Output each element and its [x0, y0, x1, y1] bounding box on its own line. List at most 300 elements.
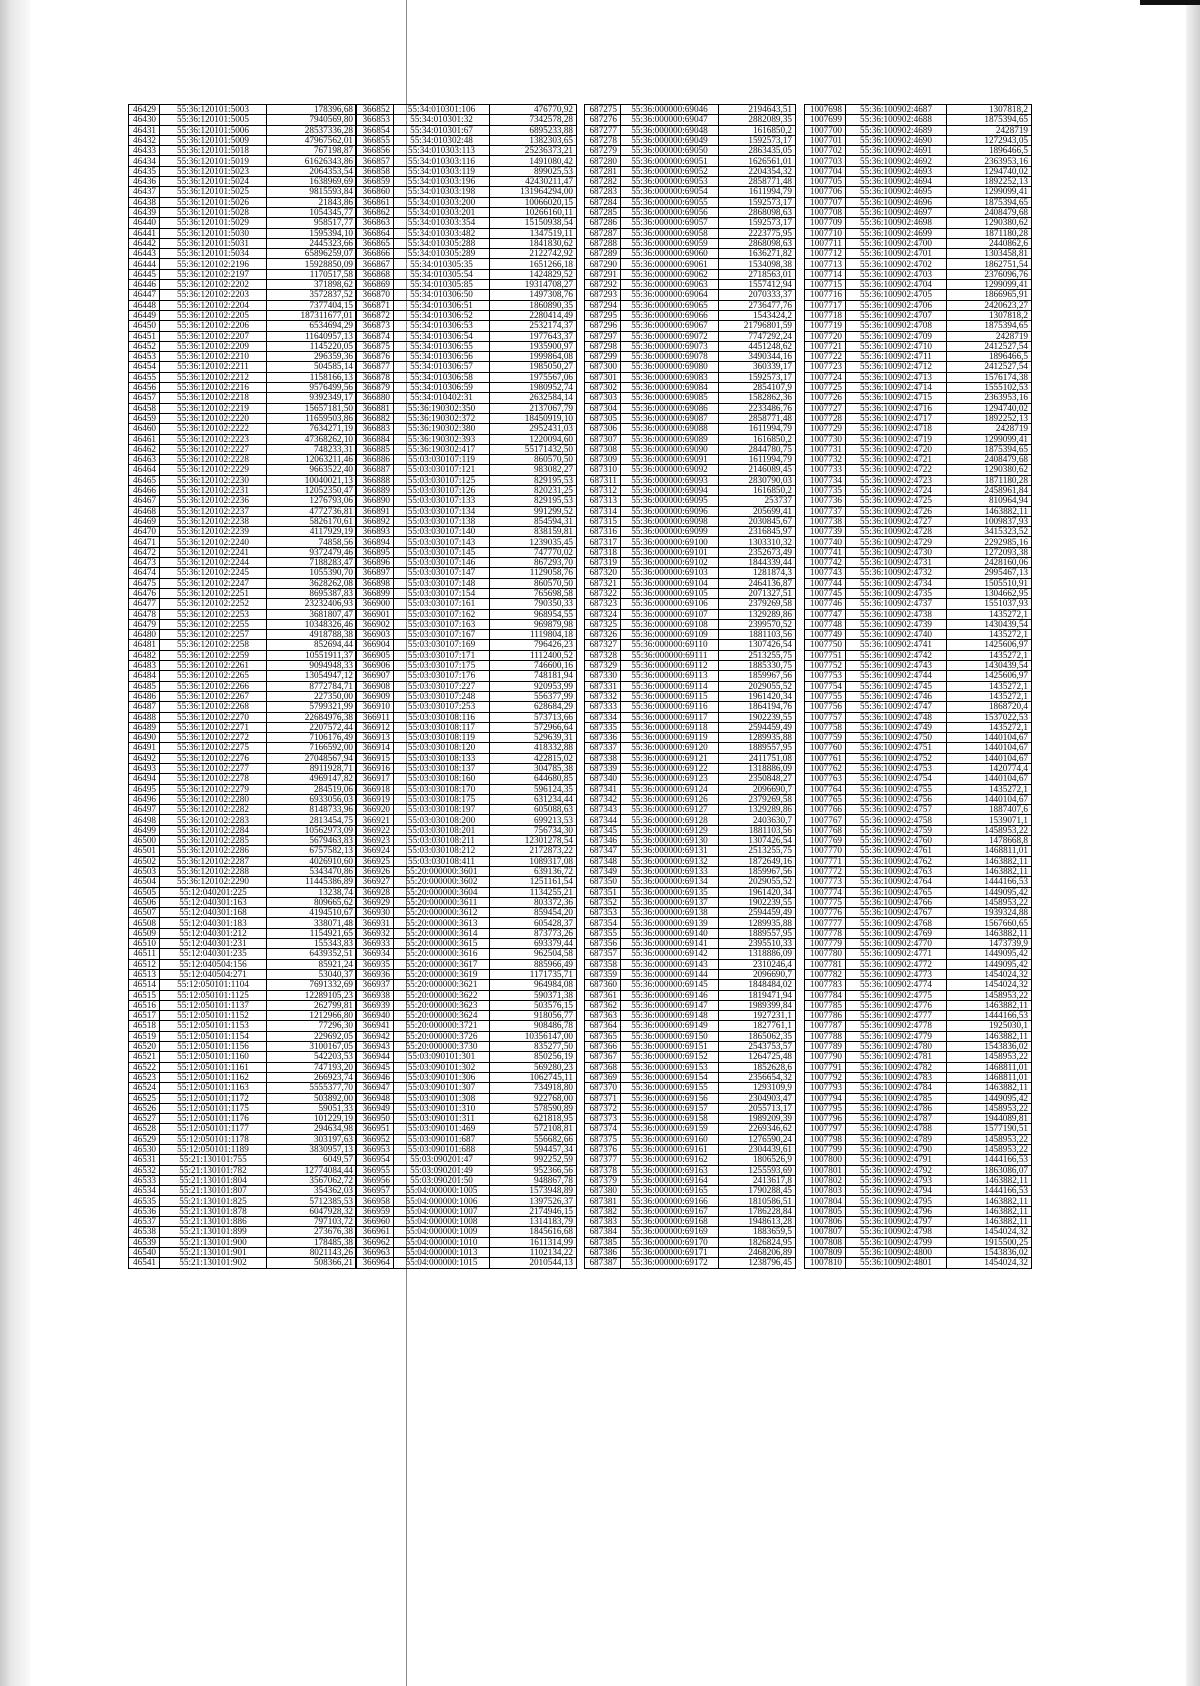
table-row	[805, 764, 1032, 774]
row-number: 366912	[356, 722, 394, 732]
row-number: 687312	[585, 485, 621, 495]
table-row	[585, 362, 796, 372]
cadastral-number: 55:36:100902:4793	[846, 1175, 947, 1185]
cadastral-number: 55:36:000000:69111	[621, 650, 719, 660]
cadastral-value: 1290380,62	[947, 218, 1032, 228]
table-row	[585, 764, 796, 774]
cadastral-number: 55:03:090201:50	[394, 1175, 490, 1185]
row-number: 1007747	[805, 609, 846, 619]
table-row	[129, 1052, 357, 1062]
cadastral-number: 55:20:000000:3616	[394, 949, 490, 959]
cadastral-value: 2830790,03	[719, 475, 796, 485]
table-row	[129, 1093, 357, 1103]
cadastral-number: 55:36:120102:2209	[160, 341, 267, 351]
row-number: 687320	[585, 568, 621, 578]
row-number: 1007728	[805, 413, 846, 423]
cadastral-number: 55:36:000000:69095	[621, 496, 719, 506]
cadastral-value: 1314183,79	[490, 1217, 577, 1227]
row-number: 687353	[585, 908, 621, 918]
register-table-2	[355, 104, 577, 1269]
cadastral-number: 55:36:000000:69148	[621, 1011, 719, 1021]
cadastral-value: 22684976,38	[267, 712, 357, 722]
cadastral-value: 1463882,11	[947, 1083, 1032, 1093]
cadastral-value: 1009837,93	[947, 516, 1032, 526]
cadastral-value: 11659503,86	[267, 413, 357, 423]
table-row	[129, 794, 357, 804]
table-row	[356, 877, 577, 887]
cadastral-value: 2269346,62	[719, 1124, 796, 1134]
cadastral-number: 55:36:120102:2270	[160, 712, 267, 722]
cadastral-number: 55:36:120101:5024	[160, 177, 267, 187]
row-number: 687321	[585, 578, 621, 588]
cadastral-value: 1985050,27	[490, 362, 577, 372]
row-number: 46505	[129, 887, 160, 897]
table-row	[129, 197, 357, 207]
cadastral-number: 55:03:030107:163	[394, 619, 490, 629]
cadastral-number: 55:36:000000:69131	[621, 846, 719, 856]
row-number: 366952	[356, 1134, 394, 1144]
cadastral-value: 838159,81	[490, 527, 577, 537]
table-row	[129, 805, 357, 815]
table-row	[129, 558, 357, 568]
cadastral-value: 1989209,39	[719, 1114, 796, 1124]
row-number: 366927	[356, 877, 394, 887]
cadastral-number: 55:36:100902:4775	[846, 990, 947, 1000]
cadastral-value: 1435272,1	[947, 784, 1032, 794]
table-row	[585, 218, 796, 228]
cadastral-number: 55:34:010305:289	[394, 249, 490, 259]
table-row	[129, 1021, 357, 1031]
row-number: 687327	[585, 640, 621, 650]
row-number: 46504	[129, 877, 160, 887]
table-row	[129, 383, 357, 393]
row-number: 687330	[585, 671, 621, 681]
row-number: 687343	[585, 805, 621, 815]
cadastral-number: 55:36:000000:69126	[621, 794, 719, 804]
cadastral-number: 55:20:000000:3622	[394, 990, 490, 1000]
cadastral-value: 1458953,22	[947, 1144, 1032, 1154]
row-number: 46528	[129, 1124, 160, 1134]
cadastral-number: 55:36:100902:4791	[846, 1155, 947, 1165]
row-number: 687328	[585, 650, 621, 660]
row-number: 366878	[356, 372, 394, 382]
cadastral-value: 12063211,46	[267, 455, 357, 465]
table-row	[129, 424, 357, 434]
cadastral-value: 1318886,09	[719, 764, 796, 774]
table-row	[356, 115, 577, 125]
cadastral-number: 55:36:190302:372	[394, 413, 490, 423]
cadastral-value: 809665,62	[267, 897, 357, 907]
cadastral-value: 12774084,44	[267, 1165, 357, 1175]
cadastral-number: 55:36:120102:2231	[160, 485, 267, 495]
cadastral-number: 55:36:100902:4687	[846, 105, 947, 115]
cadastral-number: 55:36:100902:4781	[846, 1052, 947, 1062]
table-row	[129, 413, 357, 423]
cadastral-value: 1892252,13	[947, 413, 1032, 423]
row-number: 687285	[585, 207, 621, 217]
cadastral-number: 55:36:000000:69120	[621, 743, 719, 753]
row-number: 366906	[356, 661, 394, 671]
table-row	[356, 661, 577, 671]
cadastral-value: 1841830,62	[490, 238, 577, 248]
row-number: 687334	[585, 712, 621, 722]
row-number: 1007805	[805, 1206, 846, 1216]
cadastral-value: 3628262,08	[267, 578, 357, 588]
row-number: 366862	[356, 207, 394, 217]
table-row	[356, 609, 577, 619]
table-row	[356, 1042, 577, 1052]
row-number: 1007770	[805, 846, 846, 856]
cadastral-number: 55:36:000000:69158	[621, 1114, 719, 1124]
table-row	[356, 959, 577, 969]
table-row	[805, 599, 1032, 609]
cadastral-number: 55:21:130101:755	[160, 1155, 267, 1165]
cadastral-value: 227350,00	[267, 691, 357, 701]
cadastral-number: 55:36:000000:69073	[621, 341, 719, 351]
table-row	[129, 1031, 357, 1041]
cadastral-value: 803372,36	[490, 897, 577, 907]
cadastral-value: 304785,38	[490, 764, 577, 774]
cadastral-value: 4117929,19	[267, 527, 357, 537]
cadastral-value: 734918,80	[490, 1083, 577, 1093]
cadastral-value: 61626343,86	[267, 156, 357, 166]
row-number: 366928	[356, 887, 394, 897]
cadastral-number: 55:36:120102:2197	[160, 269, 267, 279]
cadastral-number: 55:36:000000:69141	[621, 939, 719, 949]
cadastral-number: 55:36:100902:4750	[846, 733, 947, 743]
row-number: 46539	[129, 1237, 160, 1247]
row-number: 46446	[129, 280, 160, 290]
row-number: 366959	[356, 1206, 394, 1216]
table-row	[356, 135, 577, 145]
table-row	[356, 753, 577, 763]
cadastral-number: 55:03:030107:143	[394, 537, 490, 547]
cadastral-value: 2304903,47	[719, 1093, 796, 1103]
row-number: 687299	[585, 352, 621, 362]
table-row	[356, 177, 577, 187]
cadastral-number: 55:36:000000:69098	[621, 516, 719, 526]
cadastral-value: 354362,03	[267, 1186, 357, 1196]
cadastral-value: 205699,41	[719, 506, 796, 516]
row-number: 366867	[356, 259, 394, 269]
cadastral-number: 55:03:030107:121	[394, 465, 490, 475]
cadastral-value: 569280,23	[490, 1062, 577, 1072]
row-number: 46538	[129, 1227, 160, 1237]
cadastral-value: 1458953,22	[947, 1052, 1032, 1062]
table-row	[585, 794, 796, 804]
row-number: 687326	[585, 630, 621, 640]
cadastral-number: 55:36:120101:5025	[160, 187, 267, 197]
row-number: 366936	[356, 969, 394, 979]
cadastral-value: 542203,53	[267, 1052, 357, 1062]
cadastral-number: 55:36:000000:69135	[621, 887, 719, 897]
table-row	[805, 1083, 1032, 1093]
table-row	[129, 949, 357, 959]
table-row	[805, 1144, 1032, 1154]
table-row	[805, 465, 1032, 475]
table-row	[356, 444, 577, 454]
row-number: 1007751	[805, 650, 846, 660]
cadastral-value: 1611994,79	[719, 455, 796, 465]
cadastral-number: 55:36:120102:2196	[160, 259, 267, 269]
table-row	[585, 1186, 796, 1196]
table-row	[585, 558, 796, 568]
row-number: 1007743	[805, 568, 846, 578]
cadastral-number: 55:03:090101:307	[394, 1083, 490, 1093]
cadastral-value: 2440862,6	[947, 238, 1032, 248]
table-row	[585, 475, 796, 485]
row-number: 1007782	[805, 969, 846, 979]
cadastral-value: 2029055,52	[719, 877, 796, 887]
cadastral-value: 1054345,77	[267, 207, 357, 217]
table-row	[129, 1011, 357, 1021]
row-number: 366857	[356, 156, 394, 166]
row-number: 1007796	[805, 1114, 846, 1124]
cadastral-number: 55:34:010306:56	[394, 352, 490, 362]
cadastral-value: 1299099,41	[947, 280, 1032, 290]
table-row	[129, 496, 357, 506]
row-number: 46498	[129, 815, 160, 825]
row-number: 366942	[356, 1031, 394, 1041]
cadastral-value: 829195,53	[490, 475, 577, 485]
row-number: 46437	[129, 187, 160, 197]
cadastral-number: 55:34:010303:116	[394, 156, 490, 166]
table-row	[805, 1165, 1032, 1175]
row-number: 1007798	[805, 1134, 846, 1144]
row-number: 687350	[585, 877, 621, 887]
cadastral-number: 55:36:190302:417	[394, 444, 490, 454]
row-number: 46458	[129, 403, 160, 413]
cadastral-number: 55:36:120102:2219	[160, 403, 267, 413]
row-number: 46455	[129, 372, 160, 382]
table-row	[129, 475, 357, 485]
cadastral-value: 964984,08	[490, 980, 577, 990]
cadastral-value: 4772736,81	[267, 506, 357, 516]
cadastral-number: 55:36:000000:69062	[621, 269, 719, 279]
table-row	[129, 547, 357, 557]
cadastral-number: 55:20:000000:3613	[394, 918, 490, 928]
cadastral-number: 55:03:030108:117	[394, 722, 490, 732]
row-number: 366950	[356, 1114, 394, 1124]
row-number: 46433	[129, 146, 160, 156]
row-number: 366920	[356, 805, 394, 815]
table-row	[585, 1175, 796, 1185]
row-number: 1007750	[805, 640, 846, 650]
cadastral-value: 1158166,13	[267, 372, 357, 382]
table-row	[805, 125, 1032, 135]
row-number: 46475	[129, 578, 160, 588]
cadastral-value: 1089317,08	[490, 856, 577, 866]
row-number: 46444	[129, 259, 160, 269]
table-row	[585, 125, 796, 135]
cadastral-value: 10040021,13	[267, 475, 357, 485]
cadastral-value: 338071,48	[267, 918, 357, 928]
cadastral-value: 1444166,53	[947, 1155, 1032, 1165]
row-number: 366947	[356, 1083, 394, 1093]
cadastral-value: 1458953,22	[947, 1134, 1032, 1144]
cadastral-number: 55:12:050101:1177	[160, 1124, 267, 1134]
cadastral-value: 1543424,2	[719, 310, 796, 320]
cadastral-number: 55:36:100902:4774	[846, 980, 947, 990]
cadastral-number: 55:36:000000:69164	[621, 1175, 719, 1185]
row-number: 46478	[129, 609, 160, 619]
cadastral-number: 55:36:000000:69142	[621, 949, 719, 959]
cadastral-value: 2854107,9	[719, 383, 796, 393]
cadastral-number: 55:36:100902:4706	[846, 300, 947, 310]
cadastral-number: 55:36:000000:69129	[621, 825, 719, 835]
cadastral-number: 55:36:100902:4747	[846, 702, 947, 712]
table-row	[129, 228, 357, 238]
table-row	[356, 485, 577, 495]
table-row	[585, 146, 796, 156]
row-number: 366943	[356, 1042, 394, 1052]
row-number: 46454	[129, 362, 160, 372]
row-number: 46499	[129, 825, 160, 835]
table-row	[129, 485, 357, 495]
row-number: 46497	[129, 805, 160, 815]
cadastral-value: 748181,94	[490, 671, 577, 681]
row-number: 1007718	[805, 310, 846, 320]
row-number: 687377	[585, 1155, 621, 1165]
row-number: 46463	[129, 455, 160, 465]
table-row	[805, 959, 1032, 969]
table-row	[585, 1258, 796, 1268]
cadastral-value: 1440104,67	[947, 733, 1032, 743]
cadastral-number: 55:03:030108:116	[394, 712, 490, 722]
table-row	[585, 918, 796, 928]
table-row	[129, 764, 357, 774]
cadastral-number: 55:36:000000:69139	[621, 918, 719, 928]
cadastral-number: 55:03:030108:160	[394, 774, 490, 784]
cadastral-value: 1272093,38	[947, 547, 1032, 557]
cadastral-number: 55:36:120102:2277	[160, 764, 267, 774]
cadastral-number: 55:03:090101:308	[394, 1093, 490, 1103]
cadastral-value: 5343470,86	[267, 866, 357, 876]
cadastral-value: 1062745,11	[490, 1072, 577, 1082]
row-number: 1007702	[805, 146, 846, 156]
row-number: 366960	[356, 1217, 394, 1227]
row-number: 366934	[356, 949, 394, 959]
table-row	[805, 105, 1032, 115]
row-number: 366901	[356, 609, 394, 619]
row-number: 366955	[356, 1165, 394, 1175]
cadastral-number: 55:36:100902:4797	[846, 1217, 947, 1227]
cadastral-number: 55:12:050101:1176	[160, 1114, 267, 1124]
cadastral-value: 860570,50	[490, 455, 577, 465]
cadastral-number: 55:36:000000:69104	[621, 578, 719, 588]
table-row	[585, 846, 796, 856]
cadastral-number: 55:04:000000:1006	[394, 1196, 490, 1206]
row-number: 366886	[356, 455, 394, 465]
row-number: 46490	[129, 733, 160, 743]
cadastral-number: 55:36:120102:2228	[160, 455, 267, 465]
cadastral-number: 55:36:100902:4691	[846, 146, 947, 156]
row-number: 1007785	[805, 1000, 846, 1010]
table-row	[585, 321, 796, 331]
cadastral-number: 55:36:000000:69061	[621, 259, 719, 269]
cadastral-value: 1293109,9	[719, 1083, 796, 1093]
cadastral-number: 55:36:000000:69124	[621, 784, 719, 794]
row-number: 46476	[129, 588, 160, 598]
row-number: 687301	[585, 372, 621, 382]
cadastral-value: 1977643,37	[490, 331, 577, 341]
row-number: 46453	[129, 352, 160, 362]
cadastral-value: 3490344,16	[719, 352, 796, 362]
cadastral-number: 55:36:000000:69157	[621, 1103, 719, 1113]
table-row	[356, 475, 577, 485]
cadastral-number: 55:36:100902:4711	[846, 352, 947, 362]
cadastral-value: 2412527,54	[947, 341, 1032, 351]
row-number: 46456	[129, 383, 160, 393]
cadastral-value: 1463882,11	[947, 928, 1032, 938]
cadastral-value: 1883659,5	[719, 1227, 796, 1237]
row-number: 687363	[585, 1011, 621, 1021]
cadastral-value: 1892252,13	[947, 177, 1032, 187]
table-row	[129, 1103, 357, 1113]
cadastral-value: 1902239,55	[719, 897, 796, 907]
table-row	[585, 393, 796, 403]
cadastral-value: 13054947,12	[267, 671, 357, 681]
cadastral-number: 55:36:000000:69146	[621, 990, 719, 1000]
table-row	[356, 939, 577, 949]
cadastral-value: 922768,00	[490, 1093, 577, 1103]
table-row	[585, 424, 796, 434]
row-number: 687332	[585, 691, 621, 701]
table-row	[585, 547, 796, 557]
cadastral-number: 55:36:000000:69047	[621, 115, 719, 125]
table-row	[356, 640, 577, 650]
table-row	[356, 681, 577, 691]
cadastral-number: 55:36:000000:69116	[621, 702, 719, 712]
cadastral-number: 55:03:030108:175	[394, 794, 490, 804]
cadastral-number: 55:21:130101:807	[160, 1186, 267, 1196]
cadastral-number: 55:36:100902:4707	[846, 310, 947, 320]
cadastral-value: 253737	[719, 496, 796, 506]
table-row	[805, 218, 1032, 228]
row-number: 46491	[129, 743, 160, 753]
cadastral-value: 4026910,60	[267, 856, 357, 866]
row-number: 1007700	[805, 125, 846, 135]
table-row	[805, 1062, 1032, 1072]
table-row	[356, 321, 577, 331]
table-row	[805, 331, 1032, 341]
cadastral-value: 1458953,22	[947, 897, 1032, 907]
table-row	[129, 1165, 357, 1175]
row-number: 1007736	[805, 496, 846, 506]
row-number: 1007746	[805, 599, 846, 609]
table-row	[585, 290, 796, 300]
row-number: 46515	[129, 990, 160, 1000]
table-row	[805, 383, 1032, 393]
cadastral-value: 296359,36	[267, 352, 357, 362]
cadastral-value: 1255593,69	[719, 1165, 796, 1175]
row-number: 366902	[356, 619, 394, 629]
cadastral-number: 55:36:120102:2205	[160, 310, 267, 320]
table-row	[129, 207, 357, 217]
cadastral-number: 55:36:100902:4748	[846, 712, 947, 722]
table-row	[356, 218, 577, 228]
cadastral-number: 55:36:120102:2259	[160, 650, 267, 660]
row-number: 687296	[585, 321, 621, 331]
row-number: 366868	[356, 269, 394, 279]
table-row	[356, 352, 577, 362]
cadastral-value: 1989399,84	[719, 1000, 796, 1010]
cadastral-number: 55:12:050101:1153	[160, 1021, 267, 1031]
row-number: 687386	[585, 1247, 621, 1257]
cadastral-value: 1463882,11	[947, 1196, 1032, 1206]
cadastral-number: 55:36:100902:4723	[846, 475, 947, 485]
cadastral-number: 55:36:100902:4766	[846, 897, 947, 907]
